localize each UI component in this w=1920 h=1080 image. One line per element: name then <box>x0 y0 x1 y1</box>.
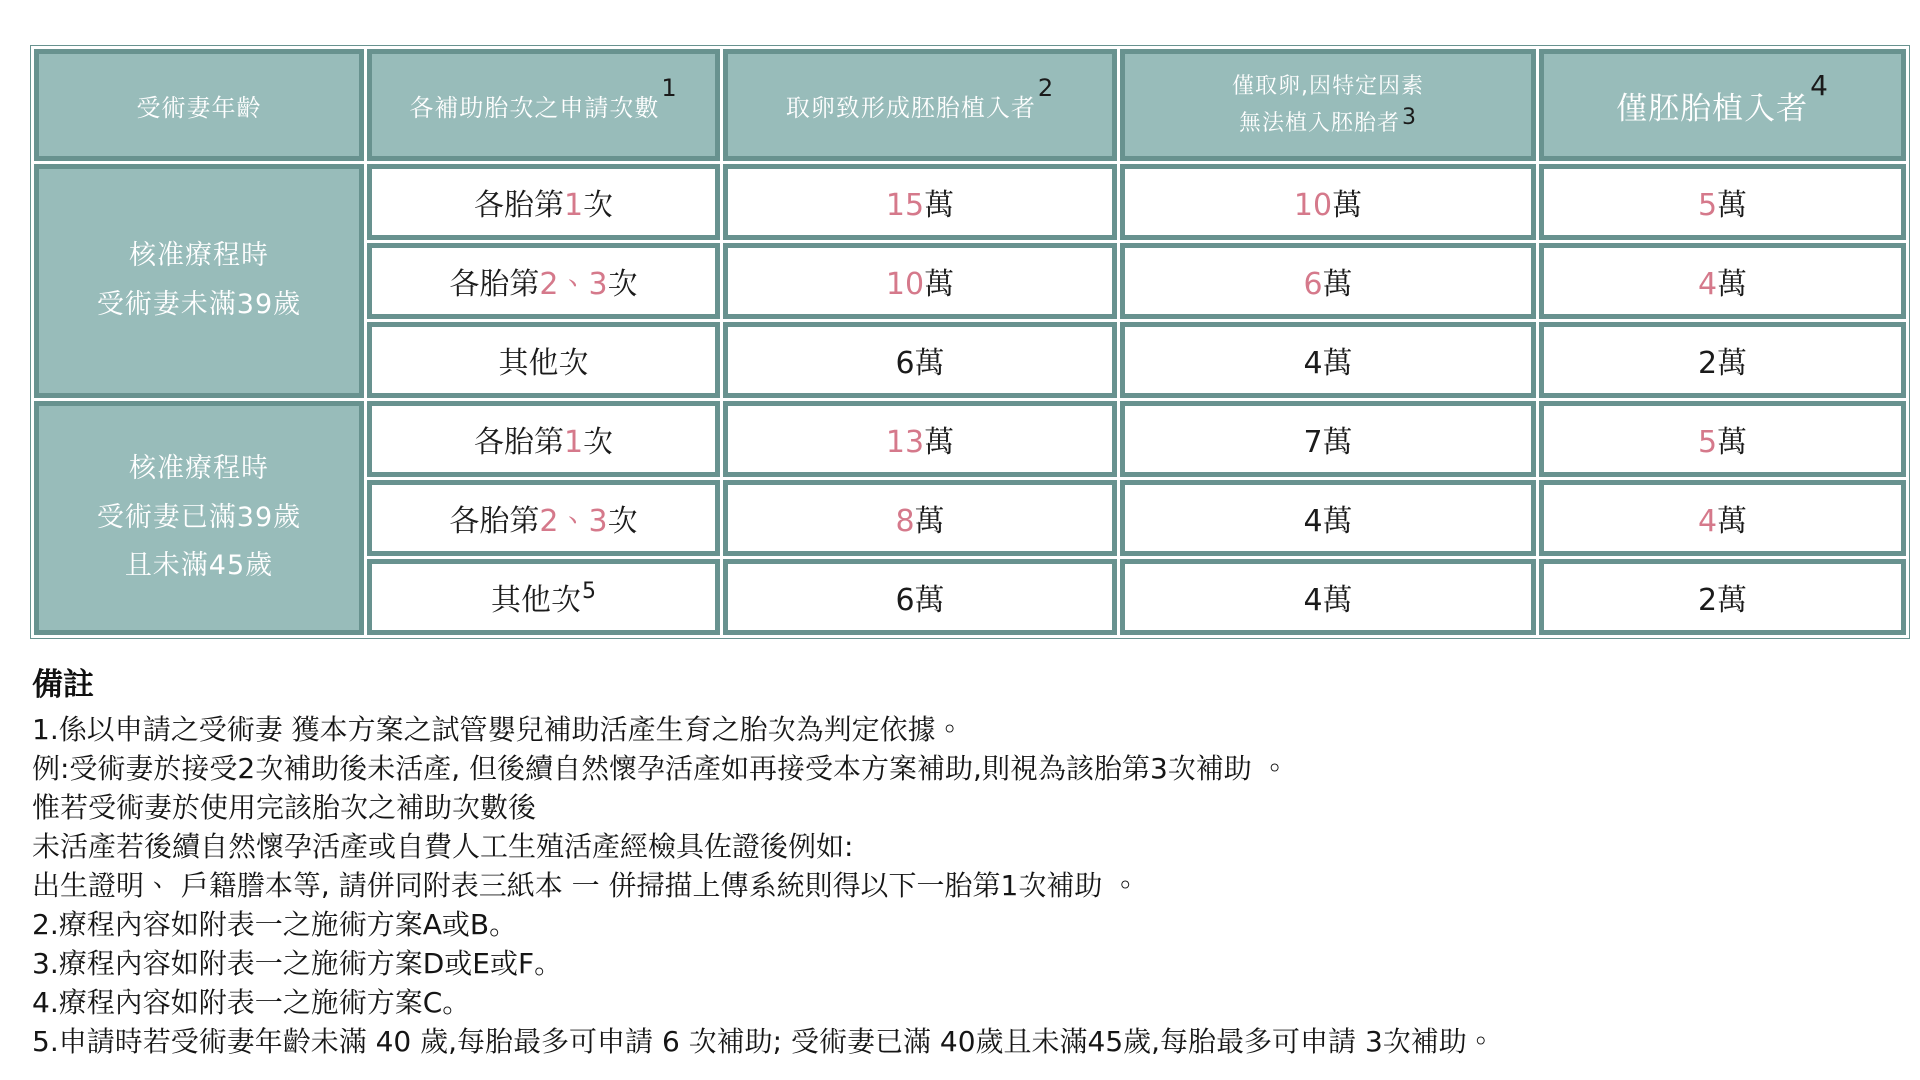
value-cell <box>1120 322 1536 398</box>
notes-title: 備註 <box>32 667 94 703</box>
row-label-text: 1 <box>563 425 584 460</box>
row-label-text: 次 <box>607 267 638 302</box>
value-number: 2 <box>1697 346 1718 381</box>
header-row <box>34 49 1906 161</box>
group-label-1 <box>34 401 364 635</box>
value-unit: 萬 <box>914 504 945 539</box>
value-number: 10 <box>885 267 925 302</box>
row-label <box>367 164 720 240</box>
value-unit: 萬 <box>1717 504 1748 539</box>
value-cell <box>723 401 1117 477</box>
group-label-line: 核准療程時 <box>129 453 269 485</box>
value-number: 7 <box>1303 425 1323 460</box>
value-unit: 萬 <box>1322 504 1353 539</box>
note-line: 3.療程內容如附表一之施術方案D或E或F。 <box>32 947 563 980</box>
value-unit: 萬 <box>1322 346 1353 381</box>
value-number: 10 <box>1293 188 1333 223</box>
group-label-0 <box>34 164 364 398</box>
value-number: 4 <box>1303 346 1323 381</box>
value-unit: 萬 <box>914 583 945 618</box>
value-number: 15 <box>885 188 925 223</box>
value-unit: 萬 <box>1322 583 1353 618</box>
note-line: 5.申請時若受術妻年齡未滿 40 歲,每胎最多可申請 6 次補助; 受術妻已滿 40歲且未滿45歲,每胎最多可申請 3次補助。 <box>32 1025 1495 1058</box>
value-number: 8 <box>895 504 915 539</box>
value-cell <box>723 164 1117 240</box>
note-line: 惟若受術妻於使用完該胎次之補助次數後 <box>32 791 537 824</box>
value-cell <box>723 322 1117 398</box>
note-line: 4.療程內容如附表一之施術方案C。 <box>32 986 471 1019</box>
value-number: 6 <box>895 346 915 381</box>
value-unit: 萬 <box>1332 188 1363 223</box>
footnote-marker: 4 <box>1810 68 1829 102</box>
row-label <box>367 243 720 319</box>
col-header-text: 無法植入胚胎者 <box>1238 111 1400 136</box>
col-header-4 <box>1539 49 1906 161</box>
row-label-text: 2、3 <box>539 267 608 302</box>
notes-section <box>32 659 1890 1061</box>
col-header-text: 僅取卵,因特定因素 <box>1232 73 1424 99</box>
footnote-marker: 5 <box>582 579 596 604</box>
note-line: 未活產若後續自然懷孕活產或自費人工生殖活產經檢具佐證後例如: <box>32 830 854 863</box>
value-unit: 萬 <box>1717 346 1748 381</box>
col-header-2 <box>723 49 1117 161</box>
value-unit: 萬 <box>1717 267 1748 302</box>
col-header-3 <box>1120 49 1536 161</box>
table-row <box>34 401 1906 477</box>
group-label-line: 受術妻未滿39歲 <box>96 289 302 320</box>
value-cell <box>1539 243 1906 319</box>
row-label-text: 其他次 <box>491 583 581 618</box>
value-cell <box>1120 401 1536 477</box>
row-label-text: 1 <box>563 188 584 223</box>
group-label-line: 受術妻已滿39歲 <box>96 501 302 533</box>
note-line: 1.係以申請之受術妻 獲本方案之試管嬰兒補助活產生育之胎次為判定依據。 <box>32 713 964 746</box>
notes-list <box>32 710 1890 1061</box>
value-number: 4 <box>1697 504 1718 539</box>
value-unit: 萬 <box>1322 425 1353 460</box>
value-cell <box>1539 401 1906 477</box>
col-header-text: 受術妻年齡 <box>136 93 262 122</box>
value-cell <box>1539 164 1906 240</box>
col-header-text: 取卵致形成胚胎植入者 <box>785 93 1036 122</box>
col-header-1 <box>367 49 720 161</box>
row-label-text: 各胎第 <box>449 267 540 302</box>
col-header-text: 僅胚胎植入者 <box>1616 90 1809 127</box>
row-label-text: 各胎第 <box>473 425 564 460</box>
value-unit: 萬 <box>924 188 955 223</box>
value-cell <box>1539 322 1906 398</box>
footnote-marker: 3 <box>1402 105 1417 130</box>
value-number: 5 <box>1697 425 1718 460</box>
col-header-text: 各補助胎次之申請次數 <box>409 93 660 122</box>
note-line: 出生證明、 戶籍謄本等, 請併同附表三紙本 一 併掃描上傳系統則得以下一胎第1次補助 。 <box>32 869 1140 902</box>
value-cell <box>1539 559 1906 635</box>
row-label-text: 各胎第 <box>473 188 564 223</box>
row-label-text: 次 <box>583 425 614 460</box>
note-line: 2.療程內容如附表一之施術方案A或B。 <box>32 908 518 941</box>
col-header-0 <box>34 49 364 161</box>
table-row <box>34 164 1906 240</box>
value-cell <box>723 559 1117 635</box>
row-label <box>367 559 720 635</box>
value-cell <box>1120 164 1536 240</box>
value-number: 4 <box>1303 583 1323 618</box>
value-cell <box>1120 480 1536 556</box>
value-unit: 萬 <box>1717 583 1748 618</box>
value-number: 13 <box>885 425 925 460</box>
value-unit: 萬 <box>924 425 955 460</box>
value-cell <box>723 480 1117 556</box>
row-label-text: 次 <box>583 188 614 223</box>
value-unit: 萬 <box>1717 188 1748 223</box>
value-number: 4 <box>1303 504 1323 539</box>
note-line: 例:受術妻於接受2次補助後未活產, 但後續自然懷孕活產如再接受本方案補助,則視為該胎第3次補助 。 <box>32 752 1289 785</box>
row-label <box>367 401 720 477</box>
group-label-line: 核准療程時 <box>129 240 269 272</box>
value-cell <box>723 243 1117 319</box>
footnote-marker: 2 <box>1037 73 1055 102</box>
value-unit: 萬 <box>1322 267 1353 302</box>
value-cell <box>1120 243 1536 319</box>
row-label-text: 2、3 <box>539 504 608 539</box>
footnote-marker: 1 <box>661 73 678 102</box>
value-number: 2 <box>1697 583 1718 618</box>
row-label <box>367 480 720 556</box>
row-label-text: 各胎第 <box>449 504 540 539</box>
value-unit: 萬 <box>914 346 945 381</box>
value-unit: 萬 <box>1717 425 1748 460</box>
value-number: 6 <box>895 583 915 618</box>
value-number: 4 <box>1697 267 1718 302</box>
value-cell <box>1539 480 1906 556</box>
value-cell <box>1120 559 1536 635</box>
row-label-text: 次 <box>607 504 638 539</box>
value-number: 5 <box>1697 188 1718 223</box>
value-unit: 萬 <box>924 267 955 302</box>
row-label <box>367 322 720 398</box>
value-number: 6 <box>1303 267 1323 302</box>
subsidy-table <box>30 45 1910 639</box>
row-label-text: 其他次 <box>498 346 589 381</box>
group-label-line: 且未滿45歲 <box>124 550 274 582</box>
